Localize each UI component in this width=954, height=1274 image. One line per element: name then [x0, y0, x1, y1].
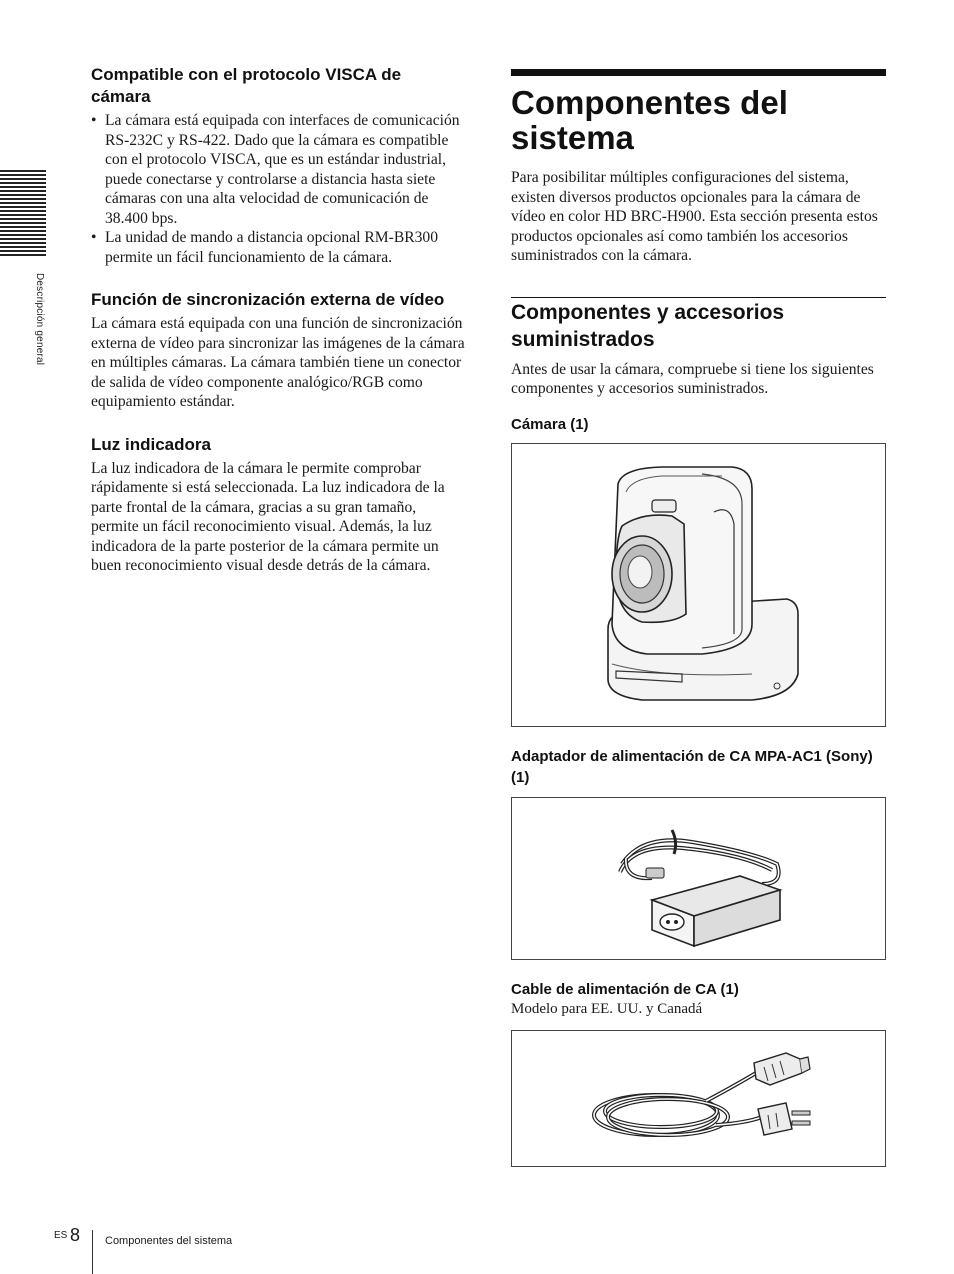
section-title-indicator: Luz indicadora: [91, 434, 211, 454]
sync-body: La cámara está equipada con una función de sincronización externa de vídeo para sincronizar las imágenes de la cámara en múltiples cámaras. La cámara también tiene un conector de salida de vídeo componente analógico/RGB como equipamiento estándar.: [91, 315, 465, 410]
intro-text: Para posibilitar múltiples configuraciones del sistema, existen diversos productos opcionales para la cámara de vídeo en color HD BRC-H900. Esta sección presenta estos productos opcionales así como también los accesorios suministrados con la cámara.: [511, 169, 878, 264]
language-code: ES: [54, 1230, 68, 1241]
left-column: [91, 64, 465, 576]
footer-divider: [92, 1230, 93, 1274]
title-rule: [511, 69, 886, 76]
section-title-sync: Función de sincronización externa de vídeo: [91, 290, 445, 309]
adapter-figure: [511, 797, 886, 960]
list-item: • La unidad de mando a distancia opcional RM-BR300 permite un fácil funcionamiento de la cámara.: [91, 228, 465, 267]
camera-figure: [511, 443, 886, 727]
page-footer: [0, 1225, 954, 1274]
item-cable-label: Cable de alimentación de CA (1): [511, 980, 739, 998]
item-adapter-label: Adaptador de alimentación de CA MPA-AC1 (Sony) (1): [511, 747, 873, 786]
page-title: Componentes del sistema: [511, 84, 788, 156]
list-item: • La cámara está equipada con interfaces de comunicación RS-232C y RS-422. Dado que la cámara es compatible con el protocolo VISCA, que es un estándar industrial, puede conectarse y controlarse a distancia hasta siete cámaras con una alta velocidad de comunicación de 38.400 bps.: [91, 111, 465, 228]
indicator-body: La luz indicadora de la cámara le permite comprobar rápidamente si está seleccionada. La luz indicadora de la parte frontal de la cámara, gracias a su gran tamaño, permite un fácil reconocimiento visual. Además, la luz indicadora de la parte posterior de la cámara permite un buen reconocimiento visual desde detrás de la cámara.: [91, 459, 445, 574]
right-column: [511, 69, 886, 1167]
cable-model-note: Modelo para EE. UU. y Canadá: [511, 1000, 703, 1017]
visca-bullet-list: [91, 111, 465, 267]
ac-adapter-icon: [612, 824, 792, 954]
page-number: 8: [70, 1225, 81, 1245]
subtitle-rule: [511, 297, 886, 298]
cable-figure: [511, 1030, 886, 1167]
subtitle: Componentes y accesorios suministrados: [511, 300, 785, 351]
power-cable-icon: [586, 1045, 826, 1155]
camera-icon: [602, 464, 802, 714]
footer-section-title: Componentes del sistema: [105, 1235, 233, 1247]
item-camera-label: Cámara (1): [511, 415, 589, 433]
chapter-tab: [0, 170, 46, 258]
side-chapter-label: Descripción general: [34, 273, 45, 366]
subtitle-intro: Antes de usar la cámara, compruebe si tiene los siguientes componentes y accesorios suministrados.: [511, 360, 874, 397]
section-title-visca: Compatible con el protocolo VISCA de cámara: [91, 65, 402, 106]
